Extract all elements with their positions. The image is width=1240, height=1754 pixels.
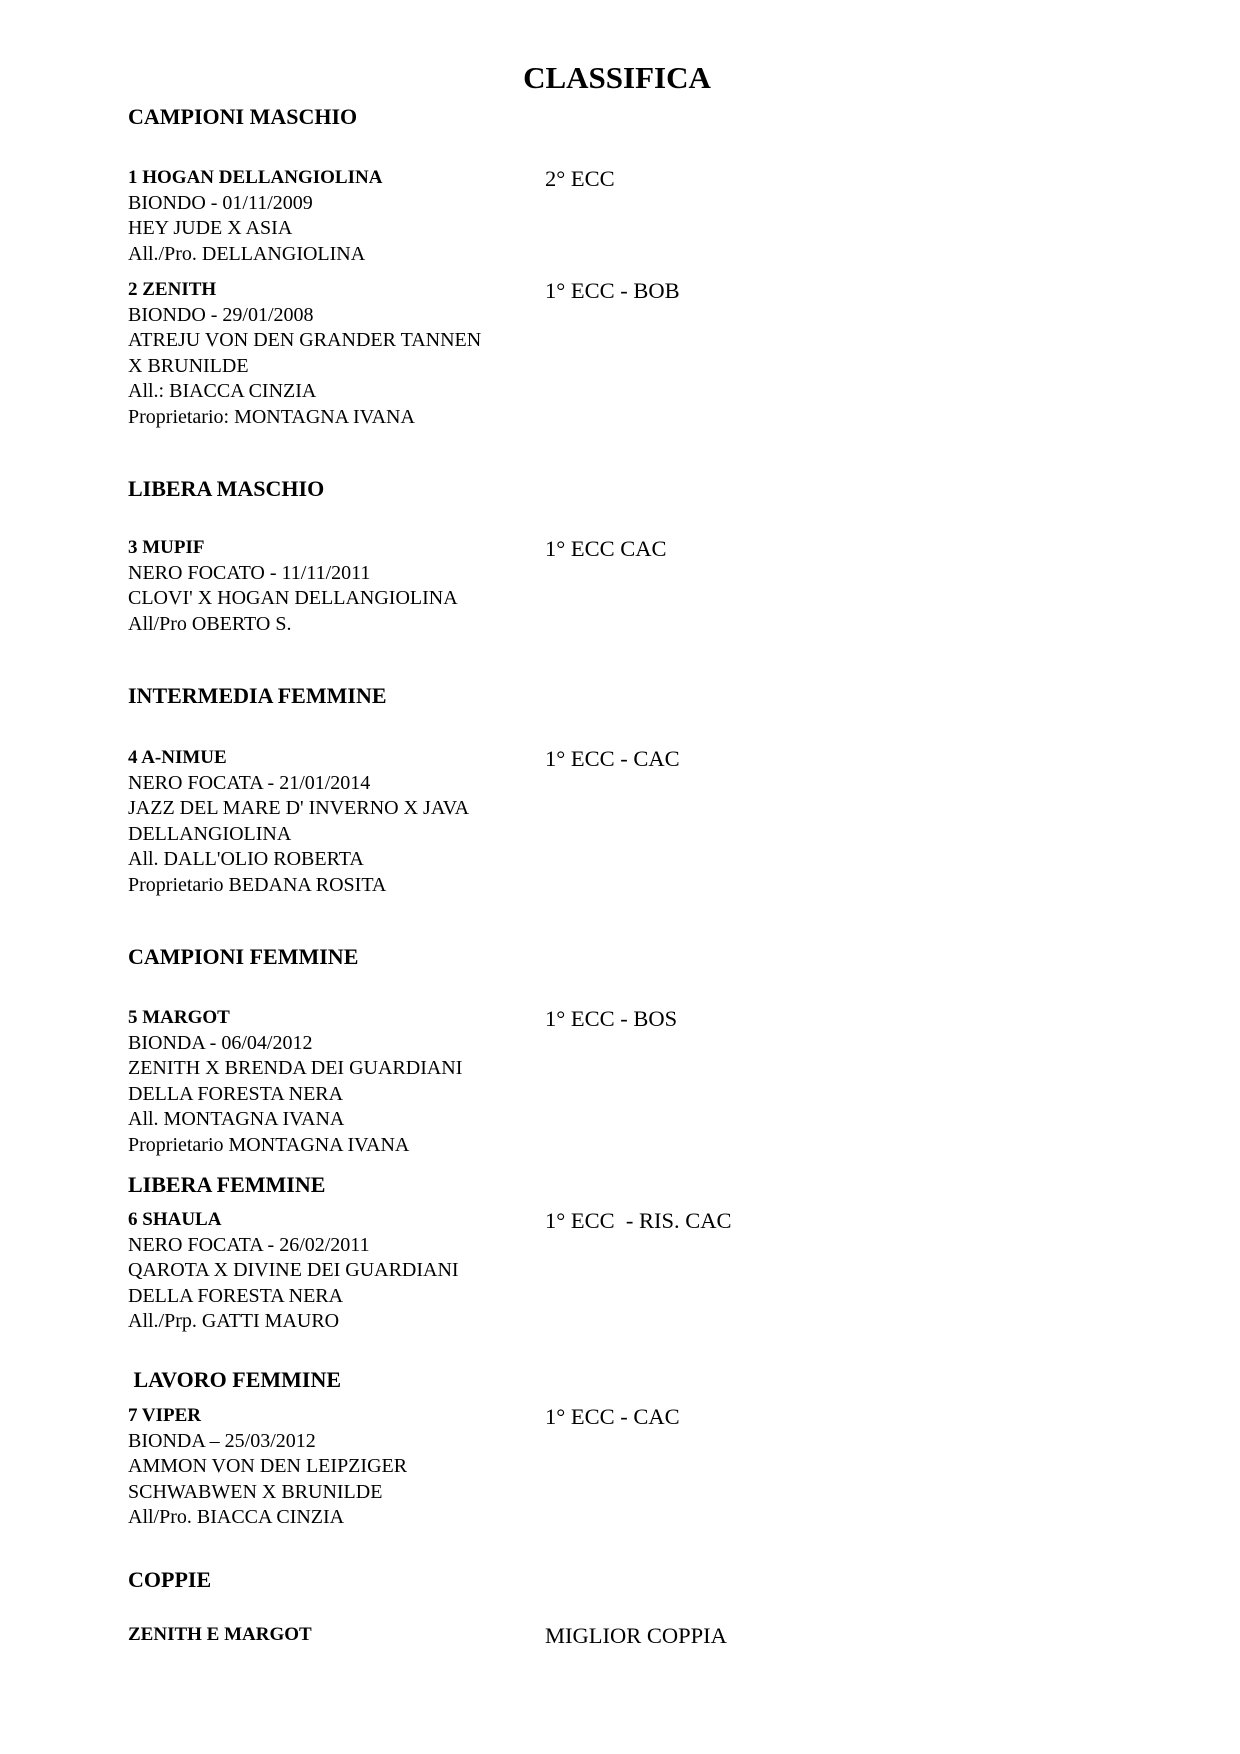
entry-line: All. MONTAGNA IVANA [128, 1108, 345, 1130]
entry-line: QAROTA X DIVINE DEI GUARDIANI [128, 1259, 459, 1281]
entry-line: X BRUNILDE [128, 354, 249, 377]
section-heading: LIBERA FEMMINE [128, 1172, 326, 1197]
entry [128, 1005, 462, 1158]
entry-line: HEY JUDE X ASIA [128, 217, 293, 239]
entry-line: AMMON VON DEN LEIPZIGER [128, 1455, 408, 1477]
entry [128, 1403, 407, 1531]
entry-name: 4 A-NIMUE [128, 747, 227, 768]
section-heading: LIBERA MASCHIO [128, 476, 325, 501]
entry-name: 7 VIPER [128, 1405, 202, 1426]
entry-line: JAZZ DEL MARE D' INVERNO X JAVA [128, 797, 470, 819]
entry [128, 1207, 459, 1335]
section-heading: COPPIE [128, 1567, 212, 1592]
entry-line: NERO FOCATA - 26/02/2011 [128, 1233, 370, 1256]
entry-name: 1 HOGAN DELLANGIOLINA [128, 167, 383, 188]
entry-name: 2 ZENITH [128, 279, 217, 300]
entry-result: 1° ECC CAC [545, 536, 667, 561]
entry-line: Proprietario MONTAGNA IVANA [128, 1133, 410, 1156]
entry-result: 1° ECC - BOB [545, 278, 680, 303]
entry [128, 1622, 312, 1648]
entry-line: NERO FOCATO - 11/11/2011 [128, 561, 371, 584]
entry-name: 6 SHAULA [128, 1209, 222, 1230]
entry [128, 277, 481, 430]
entry-line: BIONDO - 29/01/2008 [128, 303, 314, 326]
entry-line: All. DALL'OLIO ROBERTA [128, 848, 364, 870]
entry-result: MIGLIOR COPPIA [545, 1623, 727, 1648]
entry-result: 1° ECC - BOS [545, 1006, 678, 1031]
entry-name: ZENITH E MARGOT [128, 1624, 312, 1645]
section-heading: LAVORO FEMMINE [128, 1367, 342, 1392]
entry-result: 1° ECC - CAC [545, 746, 680, 771]
section-heading: CAMPIONI FEMMINE [128, 944, 359, 969]
entry [128, 745, 469, 898]
entry-result: 1° ECC - CAC [545, 1404, 680, 1429]
entry-line: CLOVI' X HOGAN DELLANGIOLINA [128, 587, 458, 609]
entry-line: NERO FOCATA - 21/01/2014 [128, 771, 371, 794]
section-heading: CAMPIONI MASCHIO [128, 104, 358, 129]
entry-line: SCHWABWEN X BRUNILDE [128, 1480, 383, 1503]
entry [128, 165, 382, 267]
entry [128, 535, 458, 637]
entry-result: 2° ECC [545, 166, 615, 191]
entry-line: Proprietario BEDANA ROSITA [128, 873, 387, 896]
entry-line: ZENITH X BRENDA DEI GUARDIANI [128, 1057, 463, 1079]
entry-name: 5 MARGOT [128, 1007, 230, 1028]
entry-line: All./Prp. GATTI MAURO [128, 1310, 340, 1332]
page-title [0, 60, 1240, 96]
entry-line: BIONDA - 06/04/2012 [128, 1031, 313, 1054]
entry-line: DELLANGIOLINA [128, 822, 292, 845]
entry-line: ATREJU VON DEN GRANDER TANNEN [128, 329, 482, 351]
entry-line: All./Pro. DELLANGIOLINA [128, 242, 366, 265]
entry-line: Proprietario: MONTAGNA IVANA [128, 405, 415, 428]
entry-line: DELLA FORESTA NERA [128, 1082, 344, 1105]
entry-line: BIONDO - 01/11/2009 [128, 191, 313, 214]
entry-line: All/Pro. BIACCA CINZIA [128, 1506, 345, 1528]
entry-line: BIONDA – 25/03/2012 [128, 1429, 316, 1452]
entry-name: 3 MUPIF [128, 537, 205, 558]
entry-line: All.: BIACCA CINZIA [128, 380, 317, 402]
entry-result: 1° ECC - RIS. CAC [545, 1208, 732, 1233]
page-title-text: CLASSIFICA [523, 60, 711, 95]
entry-line: All/Pro OBERTO S. [128, 612, 292, 635]
entry-line: DELLA FORESTA NERA [128, 1284, 344, 1307]
section-heading: INTERMEDIA FEMMINE [128, 683, 387, 708]
